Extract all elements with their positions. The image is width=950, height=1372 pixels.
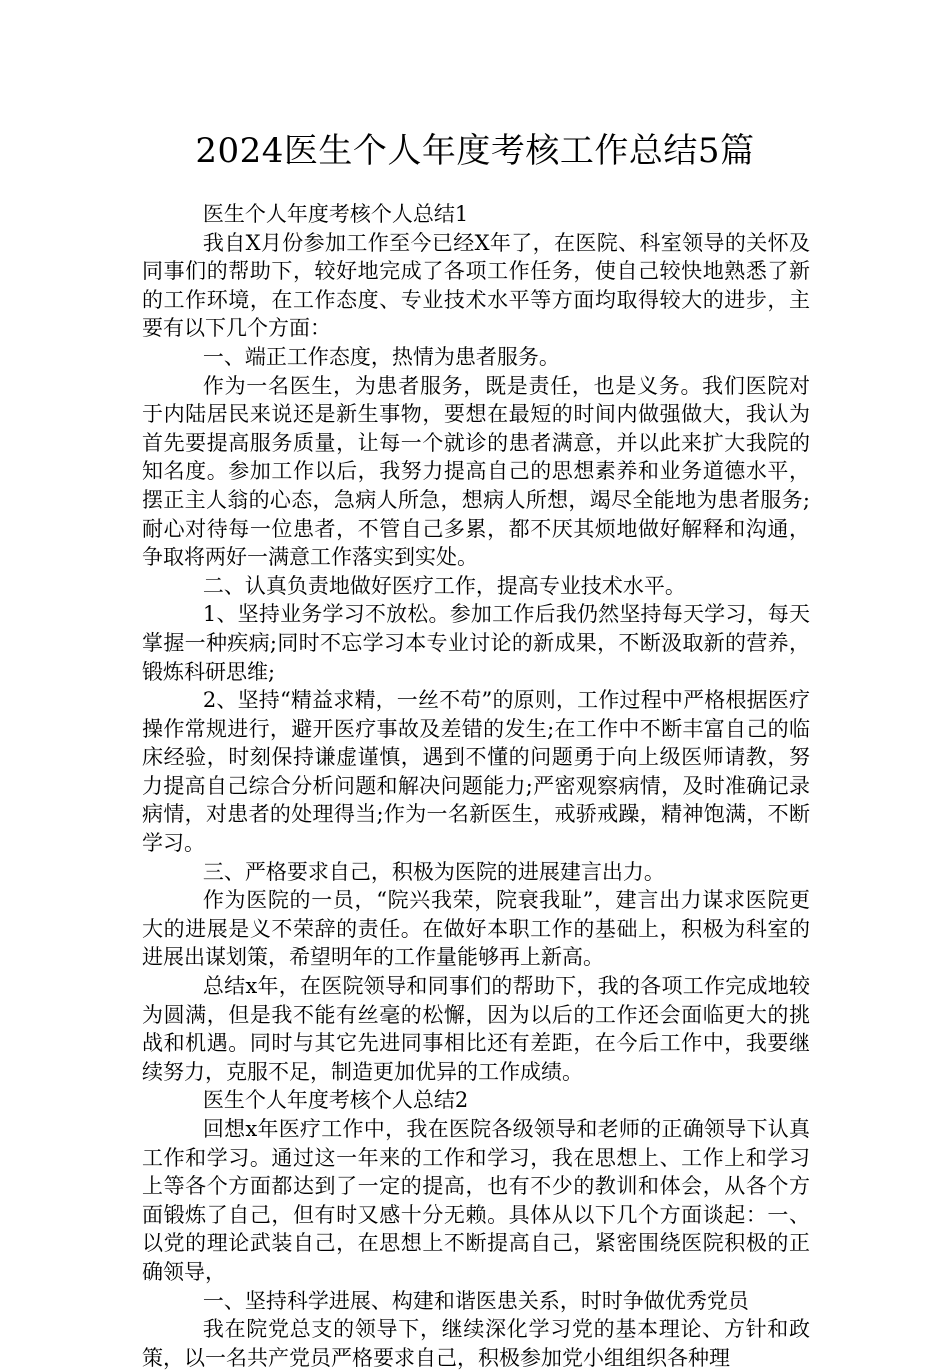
paragraph: 我在院党总支的领导下，继续深化学习党的基本理论、方针和政策，以一名共产党员严格要求自己，积极参加党小组组织各种理 (142, 1317, 810, 1370)
section-heading-1: 医生个人年度考核个人总结1 (202, 202, 469, 226)
document-title: 2024医生个人年度考核工作总结5篇 (195, 131, 755, 171)
document-body (142, 200, 810, 1372)
paragraph: 总结x年，在医院领导和同事们的帮助下，我的各项工作完成地较为圆满，但是我不能有丝毫的松懈，因为以后的工作还会面临更大的挑战和机遇。同时与其它先进同事相比还有差距，在今后工作中，我要继续努力，克服不足，制造更加优异的工作成绩。 (142, 974, 810, 1084)
paragraph: 2、坚持“精益求精，一丝不苟”的原则，工作过程中严格根据医疗操作常规进行，避开医疗事故及差错的发生;在工作中不断丰富自己的临床经验，时刻保持谦虚谨慎，遇到不懂的问题勇于向上级医师请教，努力提高自己综合分析问题和解决问题能力;严密观察病情，及时准确记录病情，对患者的处理得当;作为一名新医生，戒骄戒躁，精神饱满，不断学习。 (142, 688, 810, 856)
subheading: 二、认真负责地做好医疗工作，提高专业技术水平。 (202, 573, 686, 598)
subheading: 一、坚持科学进展、构建和谐医患关系，时时争做优秀党员 (202, 1288, 749, 1313)
subheading: 一、端正工作态度，热情为患者服务。 (202, 344, 560, 369)
paragraph: 我自X月份参加工作至今已经X年了，在医院、科室领导的关怀及同事们的帮助下，较好地完成了各项工作任务，使自己较快地熟悉了新的工作环境，在工作态度、专业技术水平等方面均取得较大的进步，主要有以下几个方面： (142, 230, 810, 341)
subheading: 三、严格要求自己，积极为医院的进展建言出力。 (202, 859, 665, 884)
paragraph: 作为一名医生，为患者服务，既是责任，也是义务。我们医院对于内陆居民来说还是新生事物，要想在最短的时间内做强做大，我认为首先要提高服务质量，让每一个就诊的患者满意，并以此来扩大我院的知名度。参加工作以后，我努力提高自己的思想素养和业务道德水平，摆正主人翁的心态，急病人所急，想病人所想，竭尽全能地为患者服务;耐心对待每一位患者，不管自己多累，都不厌其烦地做好解释和沟通，争取将两好一满意工作落实到实处。 (142, 373, 810, 570)
paragraph: 回想x年医疗工作中，我在医院各级领导和老师的正确领导下认真工作和学习。通过这一年来的工作和学习，我在思想上、工作上和学习上等各个方面都达到了一定的提高，也有不少的教训和体会，从各个方面锻炼了自己，但有时又感十分无赖。具体从以下几个方面谈起：一、以党的理论武装自己，在思想上不断提高自己，紧密围绕医院积极的正确领导， (142, 1117, 810, 1284)
section-heading-2: 医生个人年度考核个人总结2 (202, 1088, 469, 1113)
paragraph: 作为医院的一员，“院兴我荣，院衰我耻”，建言出力谋求医院更大的进展是义不荣辞的责任。在做好本职工作的基础上，积极为科室的进展出谋划策，希望明年的工作量能够再上新高。 (142, 888, 810, 970)
paragraph: 1、坚持业务学习不放松。参加工作后我仍然坚持每天学习，每天掌握一种疾病;同时不忘学习本专业讨论的新成果，不断汲取新的营养，锻炼科研思维; (142, 602, 810, 684)
